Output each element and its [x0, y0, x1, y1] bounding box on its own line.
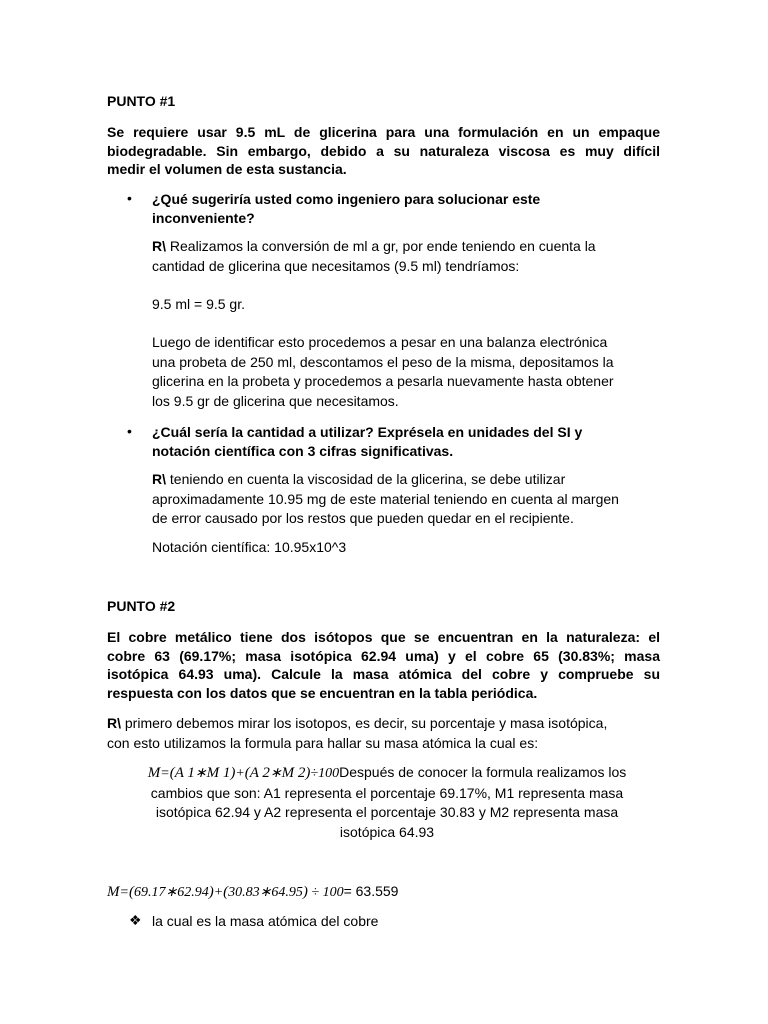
explanation-line-4: isotópica 64.93 [339, 823, 435, 840]
answer1-line-2: cantidad de glicerina que necesitamos (9.5 ml) tendríamos: [152, 257, 520, 274]
formula-block [107, 763, 667, 842]
punto2-intro-line-3: isotópica 64.93 uma). Calcule la masa atómica del cobre y compruebe su [107, 666, 660, 682]
explanation-line-2: cambios que son: A1 representa el porcentaje 69.17%, M1 representa masa [150, 784, 624, 801]
calculation-formula: M=(69.17∗62.94)+(30.83∗64.95) ÷ 100 [107, 884, 344, 900]
answer2-line-2: aproximadamente 10.95 mg de este material teniendo en cuenta al margen [152, 490, 619, 507]
punto2-intro [107, 628, 660, 702]
bullet-q1: • [127, 190, 132, 206]
atomic-mass-formula: M=(A 1∗M 1)+(A 2∗M 2)÷100 [147, 765, 340, 781]
punto1-intro-line-3: medir el volumen de esta sustancia. [107, 161, 347, 177]
punto1-answer-1 [152, 237, 662, 276]
punto1-question-2 [152, 423, 662, 460]
followup-line-2: una probeta de 250 ml, descontamos el peso de la misma, depositamos la [152, 353, 614, 370]
punto2-intro-line-1: El cobre metálico tiene dos isótopos que se encuentran en la naturaleza: el [107, 629, 660, 645]
punto1-intro-line-2: biodegradable. Sin embargo, debido a su naturaleza viscosa es muy difícil [107, 142, 660, 159]
punto1-followup [152, 333, 672, 411]
answer2-line-1: R\ teniendo en cuenta la viscosidad de la glicerina, se debe utilizar [152, 471, 566, 487]
bullet-q2: • [127, 423, 132, 439]
punto2-title: PUNTO #2 [107, 598, 176, 614]
q1-line-2: inconveniente? [152, 209, 255, 226]
explanation-line-3: isotópica 62.94 y A2 representa el porcentaje 30.83 y M2 representa masa [155, 804, 619, 820]
punto1-intro-line-1: Se requiere usar 9.5 mL de glicerina para una formulación en un empaque [107, 124, 660, 140]
punto2-answer-line-2: con esto utilizamos la formula para hallar su masa atómica la cual es: [107, 734, 539, 751]
q2-line-1: ¿Cuál sería la cantidad a utilizar? Exprésela en unidades del SI y [152, 424, 583, 440]
explanation-line-1: Después de conocer la formula realizamos los [339, 764, 627, 780]
followup-line-4: los 9.5 gr de glicerina que necesitamos. [152, 392, 399, 409]
answer2-line-3: de error causado por los restos que pueden quedar en el recipiente. [152, 510, 574, 526]
followup-line-3: glicerina en la probeta y procedemos a pesarla nuevamente hasta obtener [152, 373, 614, 389]
answer1-prefix: R\ [152, 238, 166, 254]
punto2-answer-prefix: R\ [107, 715, 121, 731]
punto1-intro [107, 123, 660, 179]
punto1-question-1 [152, 190, 662, 227]
punto2-intro-line-2: cobre 63 (69.17%; masa isotópica 62.94 uma) y el cobre 65 (30.83%; masa [107, 647, 660, 664]
answer1-line-1: R\ Realizamos la conversión de ml a gr, por ende teniendo en cuenta la [152, 238, 596, 254]
punto1-answer-2 [152, 470, 672, 529]
diamond-bullet-icon: ❖ [129, 912, 142, 928]
punto2-answer-line-1: R\ primero debemos mirar los isotopos, es decir, su porcentaje y masa isotópica, [107, 715, 608, 731]
punto2-answer [107, 714, 667, 753]
conversion-equation: 9.5 ml = 9.5 gr. [152, 296, 245, 312]
calculation-line [107, 882, 398, 903]
q1-line-1: ¿Qué sugeriría usted como ingeniero para solucionar este [152, 191, 541, 207]
scientific-notation: Notación científica: 10.95x10^3 [152, 539, 347, 555]
punto2-intro-line-4: respuesta con los datos que se encuentran en la tabla periódica. [107, 684, 538, 701]
formula-line [107, 763, 667, 784]
answer2-prefix: R\ [152, 471, 166, 487]
punto1-title: PUNTO #1 [107, 93, 176, 109]
conclusion-text: la cual es la masa atómica del cobre [152, 913, 379, 929]
followup-line-1: Luego de identificar esto procedemos a pesar en una balanza electrónica [152, 334, 608, 350]
calculation-result: = 63.559 [343, 883, 399, 899]
q2-line-2: notación científica con 3 cifras significativas. [152, 442, 454, 459]
